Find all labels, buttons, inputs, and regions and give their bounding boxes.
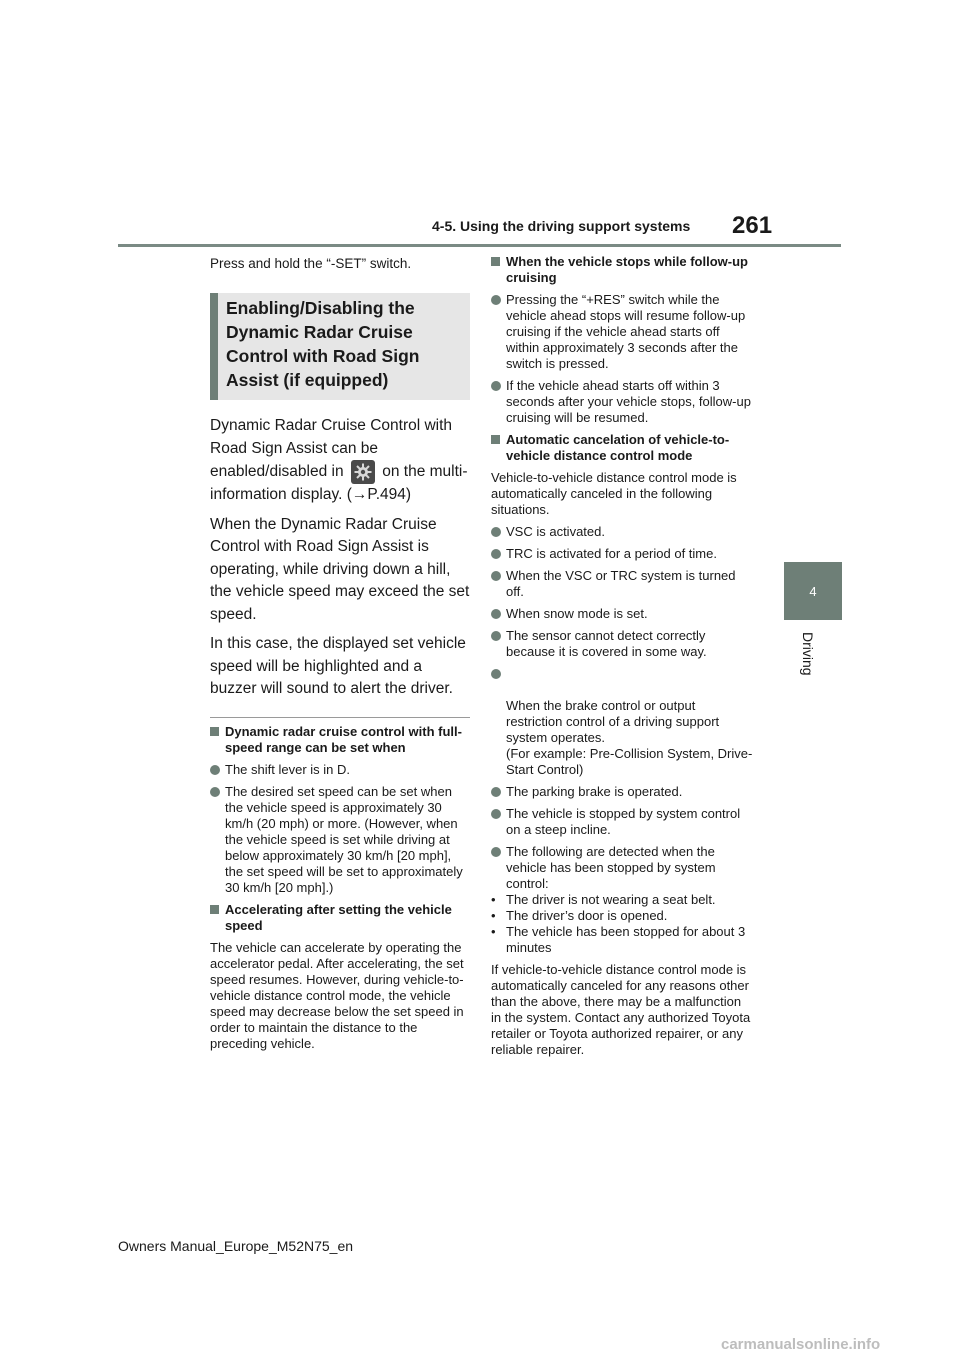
circle-bullet-icon: [491, 631, 501, 641]
footer-watermark: carmanualsonline.info: [721, 1336, 881, 1353]
bullet-item: [210, 784, 470, 896]
section-heading-box: [210, 293, 470, 400]
circle-bullet-icon: [491, 787, 501, 797]
list-item: • The driver’s door is opened.: [491, 908, 753, 924]
bullet-text: The desired set speed can be set when the vehicle speed is approximately 30 km/h (20 mph) or more. (However, when the vehicle speed is set while driving at below approximately 30 km/h [20 mph], the set speed will be set to approximately 30 km/h [20 mph].): [225, 783, 463, 895]
bullet-item: [491, 524, 753, 540]
circle-bullet-icon: [491, 669, 501, 679]
enable-disable-paragraph: [210, 415, 470, 507]
bullet-item: [491, 378, 753, 426]
bullet-text: When snow mode is set.: [506, 606, 648, 621]
section-divider: [210, 717, 470, 718]
bullet-text: The vehicle is stopped by system control on a steep incline.: [506, 806, 741, 837]
footer-document-name: Owners Manual_Europe_M52N75_en: [118, 1238, 354, 1254]
section-heading: Enabling/Disabling the Dynamic Radar Cruise Control with Road Sign Assist (if equipped): [226, 298, 420, 390]
sub-heading-accelerating: [210, 902, 470, 934]
page-number: 261: [732, 212, 773, 239]
bullet-item: [491, 844, 753, 892]
bullet-item: [491, 666, 753, 778]
square-bullet-icon: [210, 727, 219, 736]
bullet-item: [491, 606, 753, 622]
square-bullet-icon: [210, 905, 219, 914]
para1-after-icon: on the multi-information display. (→P.494): [210, 463, 468, 503]
circle-bullet-icon: [491, 609, 501, 619]
bullet-text: Pressing the “+RES” switch while the vehicle ahead stops will resume follow-up cruising if the vehicle ahead starts off within approximately 3 seconds after the switch is pressed.: [506, 292, 746, 371]
circle-bullet-icon: [491, 571, 501, 581]
list-item: • The vehicle has been stopped for about 3 minutes: [491, 924, 753, 956]
sub-heading-text: Accelerating after setting the vehicle speed: [225, 901, 452, 933]
buzzer-paragraph: In this case, the displayed set vehicle speed will be highlighted and a buzzer will sound to alert the driver.: [210, 635, 466, 697]
circle-bullet-icon: [491, 809, 501, 819]
sub-heading-text: When the vehicle stops while follow-up cruising: [506, 254, 748, 285]
bullet-text: If the vehicle ahead starts off within 3 seconds after your vehicle stops, follow-up cruising will be resumed.: [506, 378, 751, 425]
detected-conditions-list: [491, 892, 753, 956]
bullet-item: [491, 628, 753, 660]
bullet-item: [491, 568, 753, 600]
sub-heading-auto-cancel: [491, 432, 753, 464]
circle-bullet-icon: [491, 381, 501, 391]
header-rule: [118, 244, 841, 247]
bullet-item: [491, 806, 753, 838]
accelerating-paragraph: The vehicle can accelerate by operating the accelerator pedal. After accelerating, the set speed resumes. However, during vehicle-to-vehicle distance control mode, the vehicle speed may decrease below the set speed in order to maintain the distance to the preceding vehicle.: [210, 939, 464, 1051]
downhill-paragraph: When the Dynamic Radar Cruise Control with Road Sign Assist is operating, while driving down a hill, the vehicle speed may exceed the set speed.: [210, 515, 470, 623]
sub-heading-full-speed: [210, 724, 470, 756]
square-bullet-icon: [491, 435, 500, 444]
bullet-text: The shift lever is in D.: [225, 761, 350, 777]
circle-bullet-icon: [491, 549, 501, 559]
circle-bullet-icon: [210, 765, 220, 775]
square-bullet-icon: [491, 257, 500, 266]
sub-heading-text: Automatic cancelation of vehicle-to-vehicle distance control mode: [506, 432, 730, 463]
bullet-item: [491, 546, 753, 562]
circle-bullet-icon: [210, 787, 220, 797]
circle-bullet-icon: [491, 847, 501, 857]
bullet-text: When the VSC or TRC system is turned off.: [506, 568, 736, 599]
bullet-item: [491, 292, 753, 372]
list-item: • The driver is not wearing a seat belt.: [491, 892, 753, 908]
circle-bullet-icon: [491, 527, 501, 537]
chapter-label: Driving: [800, 632, 816, 676]
right-column: [491, 254, 753, 1064]
malfunction-paragraph: If vehicle-to-vehicle distance control mode is automatically canceled for any reasons other than the above, there may be a malfunction in the system. Contact any authorized Toyota retailer or Toyota authorized repairer, or any reliable repairer.: [491, 962, 751, 1057]
auto-cancel-intro: Vehicle-to-vehicle distance control mode is automatically canceled in the following situations.: [491, 470, 737, 517]
settings-gear-icon: [351, 460, 375, 484]
bullet-item: [491, 784, 753, 800]
bullet-text: VSC is activated.: [506, 524, 605, 539]
intro-text: Press and hold the “-SET” switch.: [210, 256, 412, 271]
para1-before-icon: Dynamic Radar Cruise Control with Road Sign Assist can be enabled/disabled in: [210, 417, 453, 481]
bullet-item: [210, 762, 470, 778]
chapter-tab: 4: [784, 562, 842, 620]
left-column: [210, 256, 470, 1058]
bullet-text: When the brake control or output restriction control of a driving support system operates. (For example: Pre-Collision System, Drive-Start Control): [506, 698, 753, 777]
sub-heading-vehicle-stops: [491, 254, 753, 286]
bullet-text: The following are detected when the vehicle has been stopped by system control:: [506, 844, 716, 891]
circle-bullet-icon: [491, 295, 501, 305]
bullet-text: TRC is activated for a period of time.: [506, 546, 717, 561]
header-title: 4-5. Using the driving support systems: [432, 218, 691, 234]
bullet-text: The parking brake is operated.: [506, 784, 683, 799]
bullet-text: The sensor cannot detect correctly because it is covered in some way.: [506, 628, 707, 659]
sub-heading-text: Dynamic radar cruise control with full-speed range can be set when: [225, 723, 462, 755]
